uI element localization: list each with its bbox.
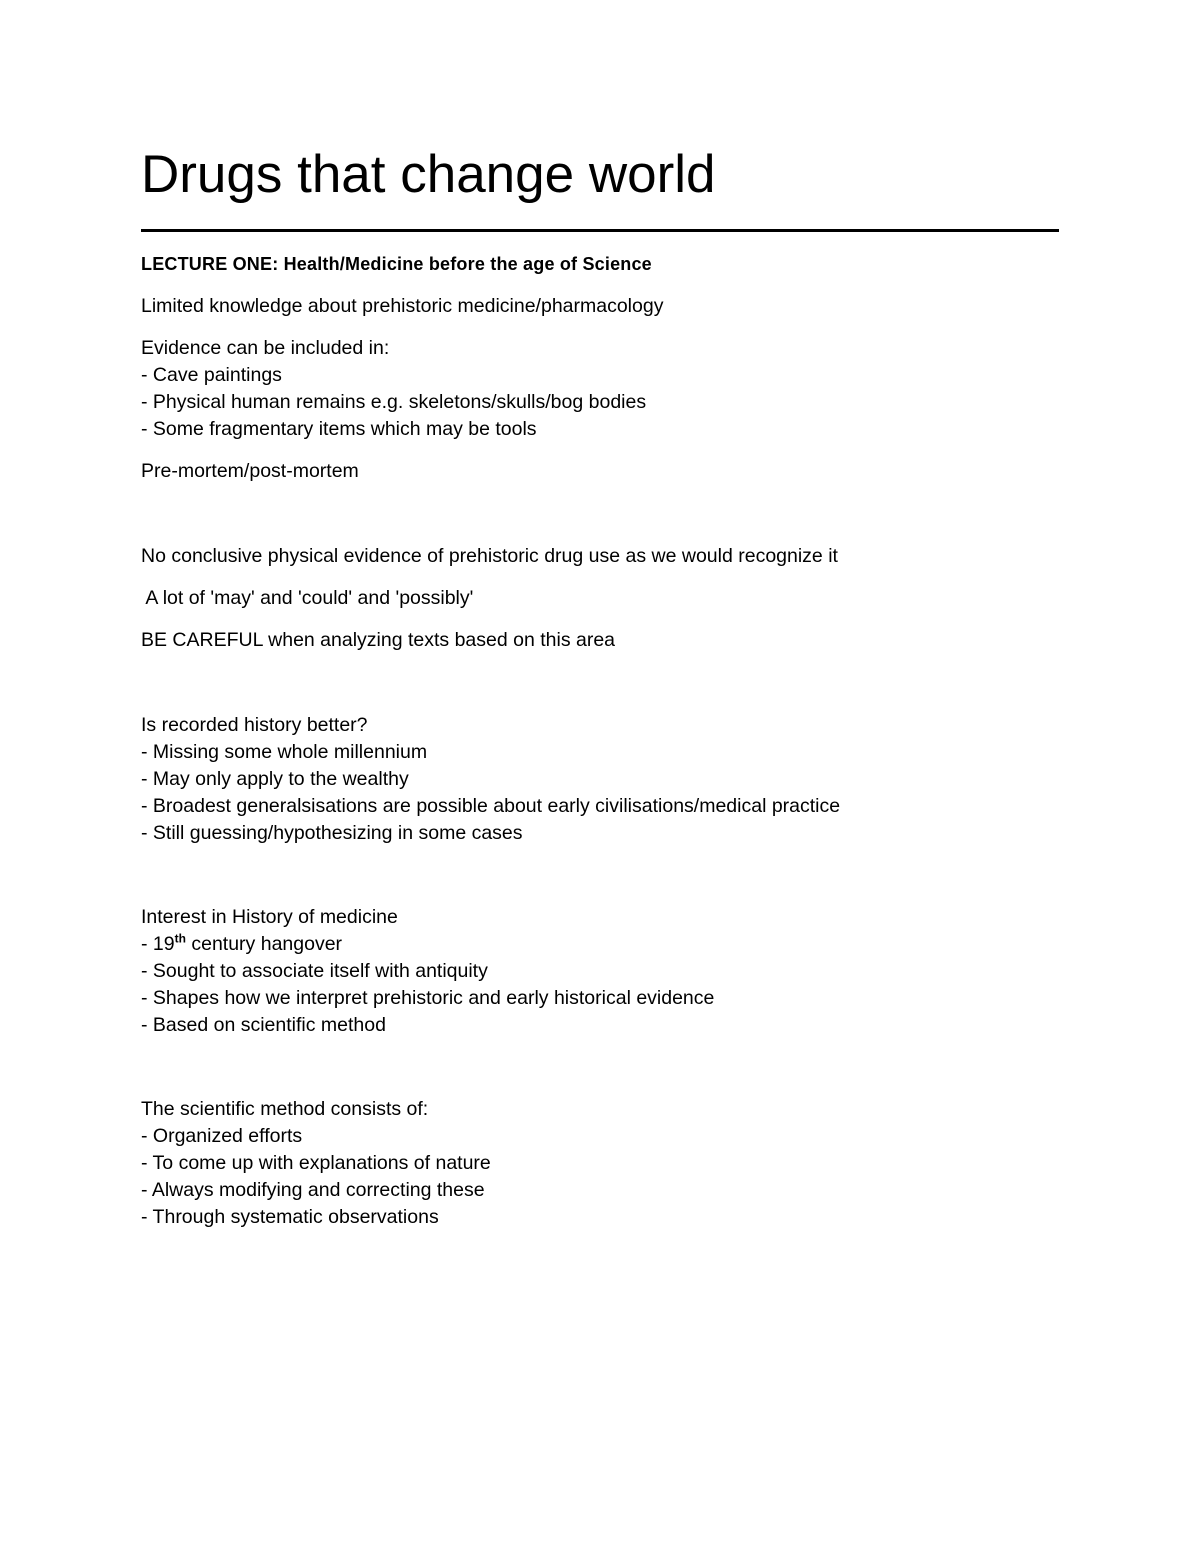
list-item: - May only apply to the wealthy bbox=[141, 768, 409, 790]
evidence-intro: Evidence can be included in: bbox=[141, 337, 390, 359]
title-divider bbox=[141, 229, 1059, 232]
recorded-history-list bbox=[141, 712, 840, 847]
list-item: - Broadest generalsisations are possible about early civilisations/medical practice bbox=[141, 795, 841, 817]
century-suffix: century hangover bbox=[185, 933, 343, 955]
paragraph-limited-knowledge: Limited knowledge about prehistoric medicine/pharmacology bbox=[141, 295, 664, 317]
list-item: - Organized efforts bbox=[141, 1125, 303, 1147]
paragraph-be-careful: BE CAREFUL when analyzing texts based on this area bbox=[141, 629, 616, 651]
list-item: - Missing some whole millennium bbox=[141, 741, 428, 763]
century-superscript: th bbox=[174, 931, 186, 946]
list-item: - Always modifying and correcting these bbox=[141, 1179, 485, 1201]
list-item: - Sought to associate itself with antiquity bbox=[141, 960, 488, 982]
evidence-list bbox=[141, 335, 646, 443]
century-prefix: - 19 bbox=[141, 933, 175, 955]
history-interest-list bbox=[141, 904, 714, 1039]
list-item: - Shapes how we interpret prehistoric and early historical evidence bbox=[141, 987, 715, 1009]
document-title: Drugs that change world bbox=[141, 145, 716, 204]
list-item: - Through systematic observations bbox=[141, 1206, 439, 1228]
list-item: - Still guessing/hypothesizing in some cases bbox=[141, 822, 523, 844]
scientific-method-list bbox=[141, 1096, 491, 1231]
paragraph-may-could-possibly: A lot of 'may' and 'could' and 'possibly' bbox=[141, 587, 474, 609]
list-item: - Based on scientific method bbox=[141, 1014, 386, 1036]
scientific-method-intro: The scientific method consists of: bbox=[141, 1098, 429, 1120]
list-item bbox=[141, 931, 714, 958]
paragraph-no-conclusive-evidence: No conclusive physical evidence of prehistoric drug use as we would recognize it bbox=[141, 545, 838, 567]
list-item: - Some fragmentary items which may be tools bbox=[141, 418, 537, 440]
recorded-history-intro: Is recorded history better? bbox=[141, 714, 368, 736]
list-item: - Cave paintings bbox=[141, 364, 282, 386]
list-item: - To come up with explanations of nature bbox=[141, 1152, 491, 1174]
history-interest-intro: Interest in History of medicine bbox=[141, 906, 398, 928]
lecture-heading: LECTURE ONE: Health/Medicine before the age of Science bbox=[141, 254, 652, 274]
paragraph-pre-post-mortem: Pre-mortem/post-mortem bbox=[141, 460, 359, 482]
list-item: - Physical human remains e.g. skeletons/skulls/bog bodies bbox=[141, 391, 647, 413]
